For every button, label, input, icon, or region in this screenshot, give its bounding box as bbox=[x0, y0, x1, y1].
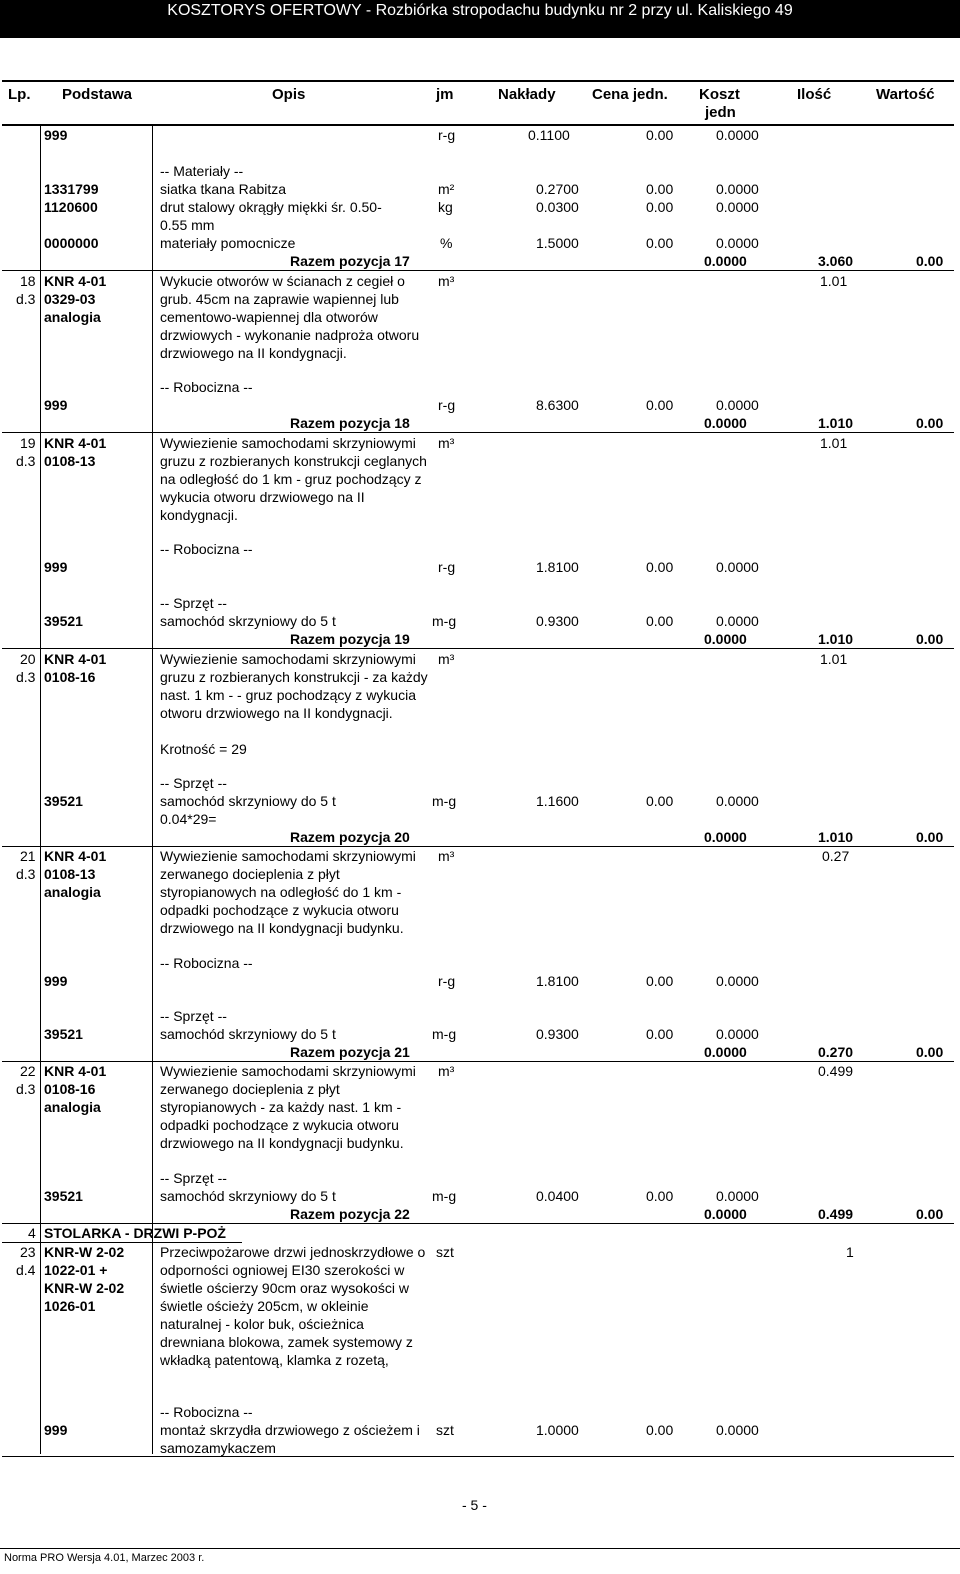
footer-rule bbox=[0, 1548, 960, 1549]
code: 999 bbox=[44, 559, 68, 575]
section-materialy: -- Materiały -- bbox=[160, 163, 244, 179]
lp: 21 bbox=[20, 848, 36, 864]
cena: 0.00 bbox=[646, 973, 674, 989]
podstawa: 0108-13 bbox=[44, 453, 96, 469]
header-jm: jm bbox=[436, 86, 454, 103]
podstawa: KNR 4-01 bbox=[44, 651, 107, 667]
section-sprzet: -- Sprzęt -- bbox=[160, 595, 227, 611]
podstawa: 0329-03 bbox=[44, 291, 96, 307]
podstawa: analogia bbox=[44, 309, 101, 325]
razem-label: Razem pozycja 22 bbox=[290, 1206, 410, 1222]
ilosc: 1.01 bbox=[820, 435, 848, 451]
razem-koszt: 0.0000 bbox=[704, 631, 747, 647]
jm: m-g bbox=[432, 1026, 457, 1042]
koszt: 0.0000 bbox=[716, 1188, 759, 1204]
razem-label: Razem pozycja 20 bbox=[290, 829, 410, 845]
krotnosc: Krotność = 29 bbox=[160, 741, 247, 757]
jm: szt bbox=[436, 1422, 454, 1438]
desc: montaż skrzydła drzwiowego z ościeżem i samozamykaczem bbox=[160, 1422, 420, 1456]
code: 1120600 bbox=[44, 199, 98, 215]
row-divider bbox=[2, 1061, 954, 1062]
razem-ilosc: 1.010 bbox=[818, 415, 854, 431]
razem-ilosc: 0.499 bbox=[818, 1206, 854, 1222]
row-divider bbox=[2, 648, 954, 649]
header-koszt-jedn: jedn bbox=[705, 104, 736, 121]
koszt: 0.0000 bbox=[716, 793, 759, 809]
jm: r-g bbox=[438, 127, 456, 143]
razem-wartosc: 0.00 bbox=[916, 1206, 944, 1222]
opis: Wywiezienie samochodami skrzyniowymi zerwanego docieplenia z płyt styropianowych na odległość do 1 km - odpadki pochodzące z wykucia otworu drzwiowego na II kondygnacji budynku. bbox=[160, 848, 416, 936]
desc: siatka tkana Rabitza bbox=[160, 181, 287, 197]
ilosc: 0.499 bbox=[818, 1063, 854, 1079]
naklady: 8.6300 bbox=[536, 397, 579, 413]
cena: 0.00 bbox=[646, 235, 674, 251]
podstawa: KNR 4-01 bbox=[44, 273, 107, 289]
lp: 20 bbox=[20, 651, 36, 667]
lp-dzial: d.3 bbox=[16, 866, 36, 882]
header-ilosc: Ilość bbox=[797, 86, 832, 103]
section-number: 4 bbox=[28, 1225, 36, 1241]
opis: Wywiezienie samochodami skrzyniowymi gruzu z rozbieranych konstrukcji ceglanych na odległość do 1 km - gruz pochodzący z wykucia otworu drzwiowego na II kondygnacji. bbox=[160, 435, 427, 523]
koszt: 0.0000 bbox=[716, 181, 759, 197]
desc: samochód skrzyniowy do 5 t bbox=[160, 613, 336, 629]
cena: 0.00 bbox=[646, 1188, 674, 1204]
jm: m-g bbox=[432, 793, 457, 809]
naklady: 0.9300 bbox=[536, 1026, 579, 1042]
razem-label: Razem pozycja 19 bbox=[290, 631, 410, 647]
razem-label: Razem pozycja 21 bbox=[290, 1044, 410, 1060]
code: 39521 bbox=[44, 1188, 83, 1204]
cena: 0.00 bbox=[646, 1422, 674, 1438]
desc: samochód skrzyniowy do 5 t bbox=[160, 1026, 336, 1042]
header-lp: Lp. bbox=[8, 86, 31, 103]
jm: m³ bbox=[438, 273, 455, 289]
koszt: 0.0000 bbox=[716, 127, 759, 143]
footer-text: Norma PRO Wersja 4.01, Marzec 2003 r. bbox=[4, 1552, 205, 1564]
razem-koszt: 0.0000 bbox=[704, 1206, 747, 1222]
naklady: 0.2700 bbox=[536, 181, 579, 197]
header-naklady: Nakłady bbox=[498, 86, 556, 103]
razem-koszt: 0.0000 bbox=[704, 1044, 747, 1060]
cena: 0.00 bbox=[646, 559, 674, 575]
jm: % bbox=[440, 235, 453, 251]
ilosc: 1.01 bbox=[820, 651, 848, 667]
desc-cont: 0.55 mm bbox=[160, 217, 215, 233]
naklady: 1.1600 bbox=[536, 793, 579, 809]
naklady: 0.0400 bbox=[536, 1188, 579, 1204]
row-divider bbox=[2, 846, 954, 847]
razem-wartosc: 0.00 bbox=[916, 415, 944, 431]
razem-wartosc: 0.00 bbox=[916, 829, 944, 845]
header-cena: Cena jedn. bbox=[592, 86, 668, 103]
code: 999 bbox=[44, 973, 68, 989]
podstawa: KNR 4-01 bbox=[44, 848, 107, 864]
section-robocizna: -- Robocizna -- bbox=[160, 541, 253, 557]
header-top-border bbox=[2, 80, 954, 82]
cena: 0.00 bbox=[646, 181, 674, 197]
razem-wartosc: 0.00 bbox=[916, 1044, 944, 1060]
section-title: STOLARKA - DRZWI P-POŻ bbox=[44, 1225, 226, 1241]
opis: Przeciwpożarowe drzwi jednoskrzydłowe o odporności ogniowej EI30 szerokości w świetle ościerzy 90cm oraz wysokości w świetle ościeży 205cm, w okleinie naturalnej - kolor buk, ościeżnica drewniana blokowa, zamek systemowy z wkładką patentową, klamka z rozetą, bbox=[160, 1244, 426, 1368]
cena: 0.00 bbox=[646, 613, 674, 629]
podstawa: KNR-W 2-02 bbox=[44, 1280, 125, 1296]
cena: 0.00 bbox=[646, 199, 674, 215]
ilosc: 1 bbox=[846, 1244, 854, 1260]
jm: m³ bbox=[438, 651, 455, 667]
ilosc: 0.27 bbox=[822, 848, 850, 864]
koszt: 0.0000 bbox=[716, 235, 759, 251]
lp-dzial: d.4 bbox=[16, 1262, 36, 1278]
jm: m³ bbox=[438, 848, 455, 864]
lp: 18 bbox=[20, 273, 36, 289]
lp-dzial: d.3 bbox=[16, 669, 36, 685]
podstawa: 0108-13 bbox=[44, 866, 96, 882]
section-robocizna: -- Robocizna -- bbox=[160, 1404, 253, 1420]
jm: r-g bbox=[438, 397, 456, 413]
podstawa: 1022-01 + bbox=[44, 1262, 108, 1278]
column-divider-podstawa bbox=[152, 124, 153, 1454]
podstawa: analogia bbox=[44, 1099, 101, 1115]
opis: Wywiezienie samochodami skrzyniowymi zerwanego docieplenia z płyt styropianowych - za każdy nast. 1 km - odpadki pochodzące z wykucia otworu drzwiowego na II kondygnacji budynku. bbox=[160, 1063, 416, 1151]
naklady: 0.9300 bbox=[536, 613, 579, 629]
section-robocizna: -- Robocizna -- bbox=[160, 379, 253, 395]
naklady: 1.8100 bbox=[536, 973, 579, 989]
koszt: 0.0000 bbox=[716, 199, 759, 215]
naklady: 0.1100 bbox=[528, 127, 570, 143]
podstawa: analogia bbox=[44, 884, 101, 900]
desc: samochód skrzyniowy do 5 t bbox=[160, 793, 336, 809]
section-sprzet: -- Sprzęt -- bbox=[160, 775, 227, 791]
code-999: 999 bbox=[44, 127, 68, 143]
cena: 0.00 bbox=[646, 127, 674, 143]
ilosc: 1.01 bbox=[820, 273, 848, 289]
lp: 22 bbox=[20, 1063, 36, 1079]
jm: r-g bbox=[438, 973, 456, 989]
lp-dzial: d.3 bbox=[16, 453, 36, 469]
koszt: 0.0000 bbox=[716, 397, 759, 413]
row-divider bbox=[2, 270, 954, 271]
code: 39521 bbox=[44, 1026, 83, 1042]
header-bottom-border bbox=[2, 124, 954, 126]
lp: 23 bbox=[20, 1244, 36, 1260]
section-sprzet: -- Sprzęt -- bbox=[160, 1008, 227, 1024]
koszt: 0.0000 bbox=[716, 973, 759, 989]
cena: 0.00 bbox=[646, 397, 674, 413]
naklady: 1.0000 bbox=[536, 1422, 579, 1438]
jm: m³ bbox=[438, 435, 455, 451]
code: 999 bbox=[44, 397, 68, 413]
razem-koszt: 0.0000 bbox=[704, 415, 747, 431]
opis: Wykucie otworów w ścianach z cegieł o grub. 45cm na zaprawie wapiennej lub cementowo-wapiennej dla otworów drzwiowych - wykonanie nadproża otworu drzwiowego na II kondygnacji. bbox=[160, 273, 420, 361]
code: 999 bbox=[44, 1422, 68, 1438]
razem-ilosc: 1.010 bbox=[818, 631, 854, 647]
lp: 19 bbox=[20, 435, 36, 451]
lp-dzial: d.3 bbox=[16, 1081, 36, 1097]
code: 1331799 bbox=[44, 181, 99, 197]
koszt: 0.0000 bbox=[716, 1026, 759, 1042]
desc: drut stalowy okrągły miękki śr. 0.50- bbox=[160, 199, 382, 215]
section-robocizna: -- Robocizna -- bbox=[160, 955, 253, 971]
opis: Wywiezienie samochodami skrzyniowymi gruzu z rozbieranych konstrukcji - za każdy nast. 1 km - - gruz pochodzący z wykucia otworu drzwiowego na II kondygnacji. bbox=[160, 651, 428, 721]
code: 39521 bbox=[44, 793, 83, 809]
header-koszt: Koszt bbox=[699, 86, 740, 103]
cena: 0.00 bbox=[646, 1026, 674, 1042]
desc: materiały pomocnicze bbox=[160, 235, 296, 251]
podstawa: 0108-16 bbox=[44, 669, 96, 685]
razem-label: Razem pozycja 17 bbox=[290, 253, 410, 269]
razem-wartosc: 0.00 bbox=[916, 253, 944, 269]
koszt: 0.0000 bbox=[716, 1422, 759, 1438]
title-bar bbox=[0, 0, 960, 38]
cena: 0.00 bbox=[646, 793, 674, 809]
koszt: 0.0000 bbox=[716, 559, 759, 575]
podstawa: 1026-01 bbox=[44, 1298, 96, 1314]
podstawa: KNR 4-01 bbox=[44, 435, 107, 451]
podstawa: 0108-16 bbox=[44, 1081, 96, 1097]
naklady: 1.5000 bbox=[536, 235, 579, 251]
row-divider bbox=[2, 432, 954, 433]
section-sprzet: -- Sprzęt -- bbox=[160, 1170, 227, 1186]
naklady: 1.8100 bbox=[536, 559, 579, 575]
jm: m-g bbox=[432, 613, 457, 629]
jm: r-g bbox=[438, 559, 456, 575]
jm: m³ bbox=[438, 1063, 455, 1079]
razem-ilosc: 0.270 bbox=[818, 1044, 854, 1060]
desc: samochód skrzyniowy do 5 t bbox=[160, 1188, 336, 1204]
document-title: KOSZTORYS OFERTOWY - Rozbiórka stropodachu budynku nr 2 przy ul. Kaliskiego 49 bbox=[167, 2, 793, 19]
header-wartosc: Wartość bbox=[876, 86, 935, 103]
jm: m² bbox=[438, 181, 455, 197]
page-number: - 5 - bbox=[462, 1497, 487, 1513]
code: 0000000 bbox=[44, 235, 99, 251]
podstawa: KNR-W 2-02 bbox=[44, 1244, 125, 1260]
razem-koszt: 0.0000 bbox=[704, 253, 747, 269]
koszt: 0.0000 bbox=[716, 613, 759, 629]
naklady: 0.0300 bbox=[536, 199, 579, 215]
razem-ilosc: 1.010 bbox=[818, 829, 854, 845]
jm: kg bbox=[438, 199, 453, 215]
code: 39521 bbox=[44, 613, 83, 629]
table-bottom-border bbox=[2, 1456, 954, 1457]
formula: 0.04*29= bbox=[160, 811, 217, 827]
razem-wartosc: 0.00 bbox=[916, 631, 944, 647]
header-podstawa: Podstawa bbox=[62, 86, 133, 103]
jm: szt bbox=[436, 1244, 454, 1260]
column-divider-lp bbox=[40, 124, 41, 1454]
jm: m-g bbox=[432, 1188, 457, 1204]
header-opis: Opis bbox=[272, 86, 306, 103]
razem-label: Razem pozycja 18 bbox=[290, 415, 410, 431]
razem-ilosc: 3.060 bbox=[818, 253, 854, 269]
razem-koszt: 0.0000 bbox=[704, 829, 747, 845]
lp-dzial: d.3 bbox=[16, 291, 36, 307]
podstawa: KNR 4-01 bbox=[44, 1063, 107, 1079]
